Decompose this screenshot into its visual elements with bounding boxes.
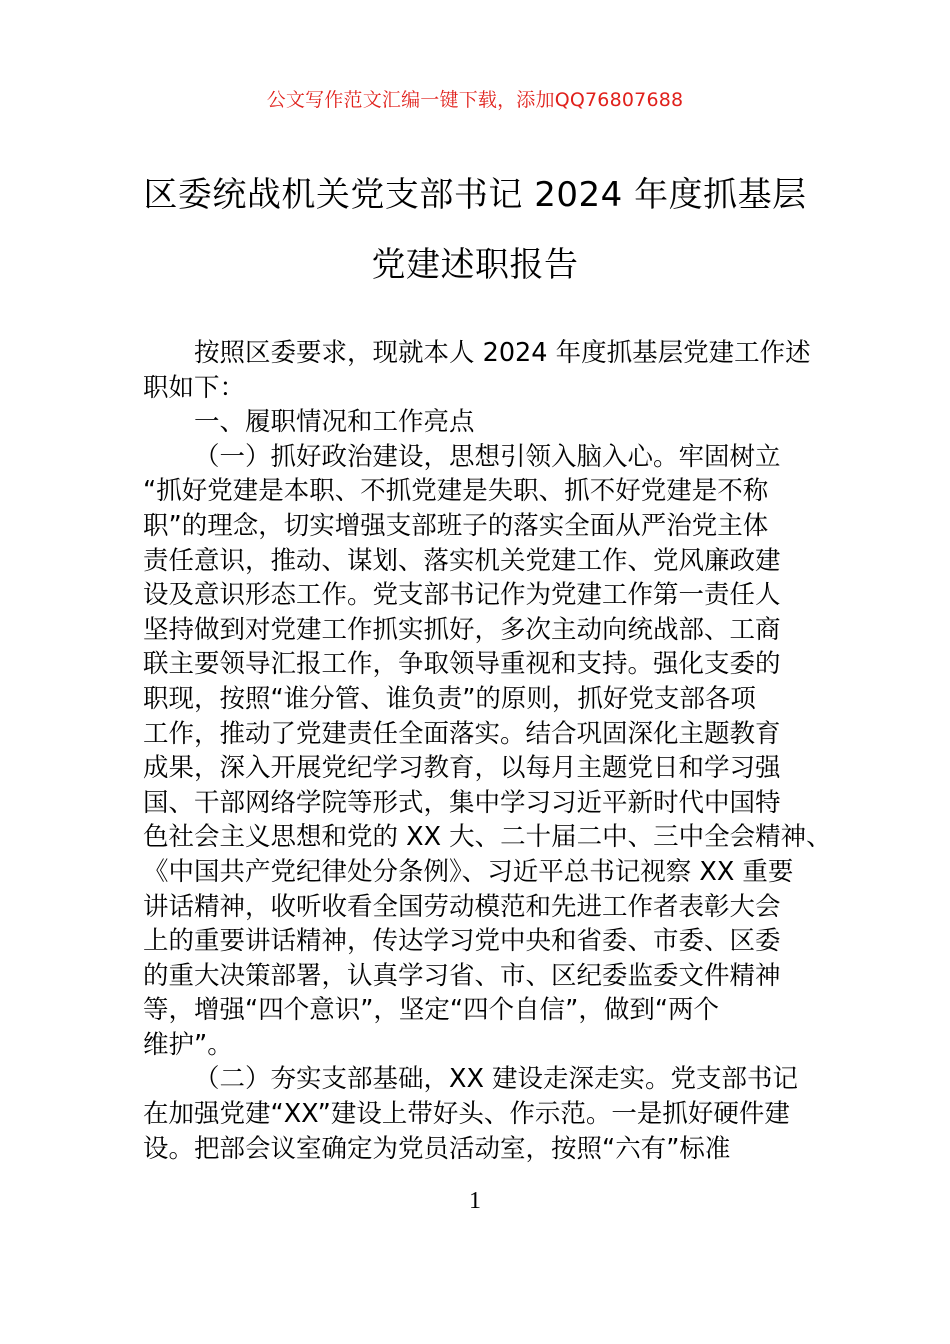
body-line: 工作，推动了党建责任全面落实。结合巩固深化主题教育 <box>143 718 781 749</box>
body-line: 等，增强“四个意识”，坚定“四个自信”，做到“两个 <box>143 995 720 1026</box>
document-body <box>143 336 832 1166</box>
body-line: 坚持做到对党建工作抓实抓好，多次主动向统战部、工商 <box>143 614 781 645</box>
body-line: 联主要领导汇报工作，争取领导重视和支持。强化支委的 <box>143 649 781 680</box>
body-line: 国、干部网络学院等形式，集中学习习近平新时代中国特 <box>143 787 781 818</box>
body-line: 在加强党建“XX”建设上带好头、作示范。一是抓好硬件建 <box>143 1099 790 1130</box>
body-line: 职”的理念，切实增强支部班子的落实全面从严治党主体 <box>143 510 769 541</box>
document-title-line-2: 党建述职报告 <box>371 245 579 285</box>
body-line: 按照区委要求，现就本人 2024 年度抓基层党建工作述 <box>194 338 811 368</box>
body-line: 色社会主义思想和党的 XX 大、二十届二中、三中全会精神、 <box>143 822 832 853</box>
body-line: 职现，按照“谁分管、谁负责”的原则，抓好党支部各项 <box>143 683 756 714</box>
body-line: 设及意识形态工作。党支部书记作为党建工作第一责任人 <box>143 580 781 611</box>
body-line: 的重大决策部署，认真学习省、市、区纪委监委文件精神 <box>143 960 781 991</box>
body-line: 一、履职情况和工作亮点 <box>194 407 475 438</box>
body-line: （一）抓好政治建设，思想引领入脑入心。牢固树立 <box>194 441 781 472</box>
body-line: 设。把部会议室确定为党员活动室，按照“六有”标准 <box>143 1133 731 1164</box>
body-line: （二）夯实支部基础，XX 建设走深走实。党支部书记 <box>194 1064 799 1095</box>
body-line: 成果，深入开展党纪学习教育，以每月主题党日和学习强 <box>143 753 781 784</box>
body-line: 维护”。 <box>143 1029 233 1060</box>
body-line: 上的重要讲话精神，传达学习党中央和省委、市委、区委 <box>143 926 781 957</box>
body-line: 职如下： <box>143 372 246 403</box>
page-number: 1 <box>469 1188 481 1214</box>
body-line: 责任意识，推动、谋划、落实机关党建工作、党风廉政建 <box>143 545 781 576</box>
document-title-line-1: 区委统战机关党支部书记 2024 年度抓基层 <box>143 175 807 215</box>
download-banner: 公文写作范文汇编一键下载，添加QQ76807688 <box>266 89 684 111</box>
body-line: 《中国共产党纪律处分条例》、习近平总书记视察 XX 重要 <box>143 856 794 887</box>
body-line: “抓好党建是本职、不抓党建是失职、抓不好党建是不称 <box>143 476 769 507</box>
body-line: 讲话精神，收听收看全国劳动模范和先进工作者表彰大会 <box>143 891 781 922</box>
